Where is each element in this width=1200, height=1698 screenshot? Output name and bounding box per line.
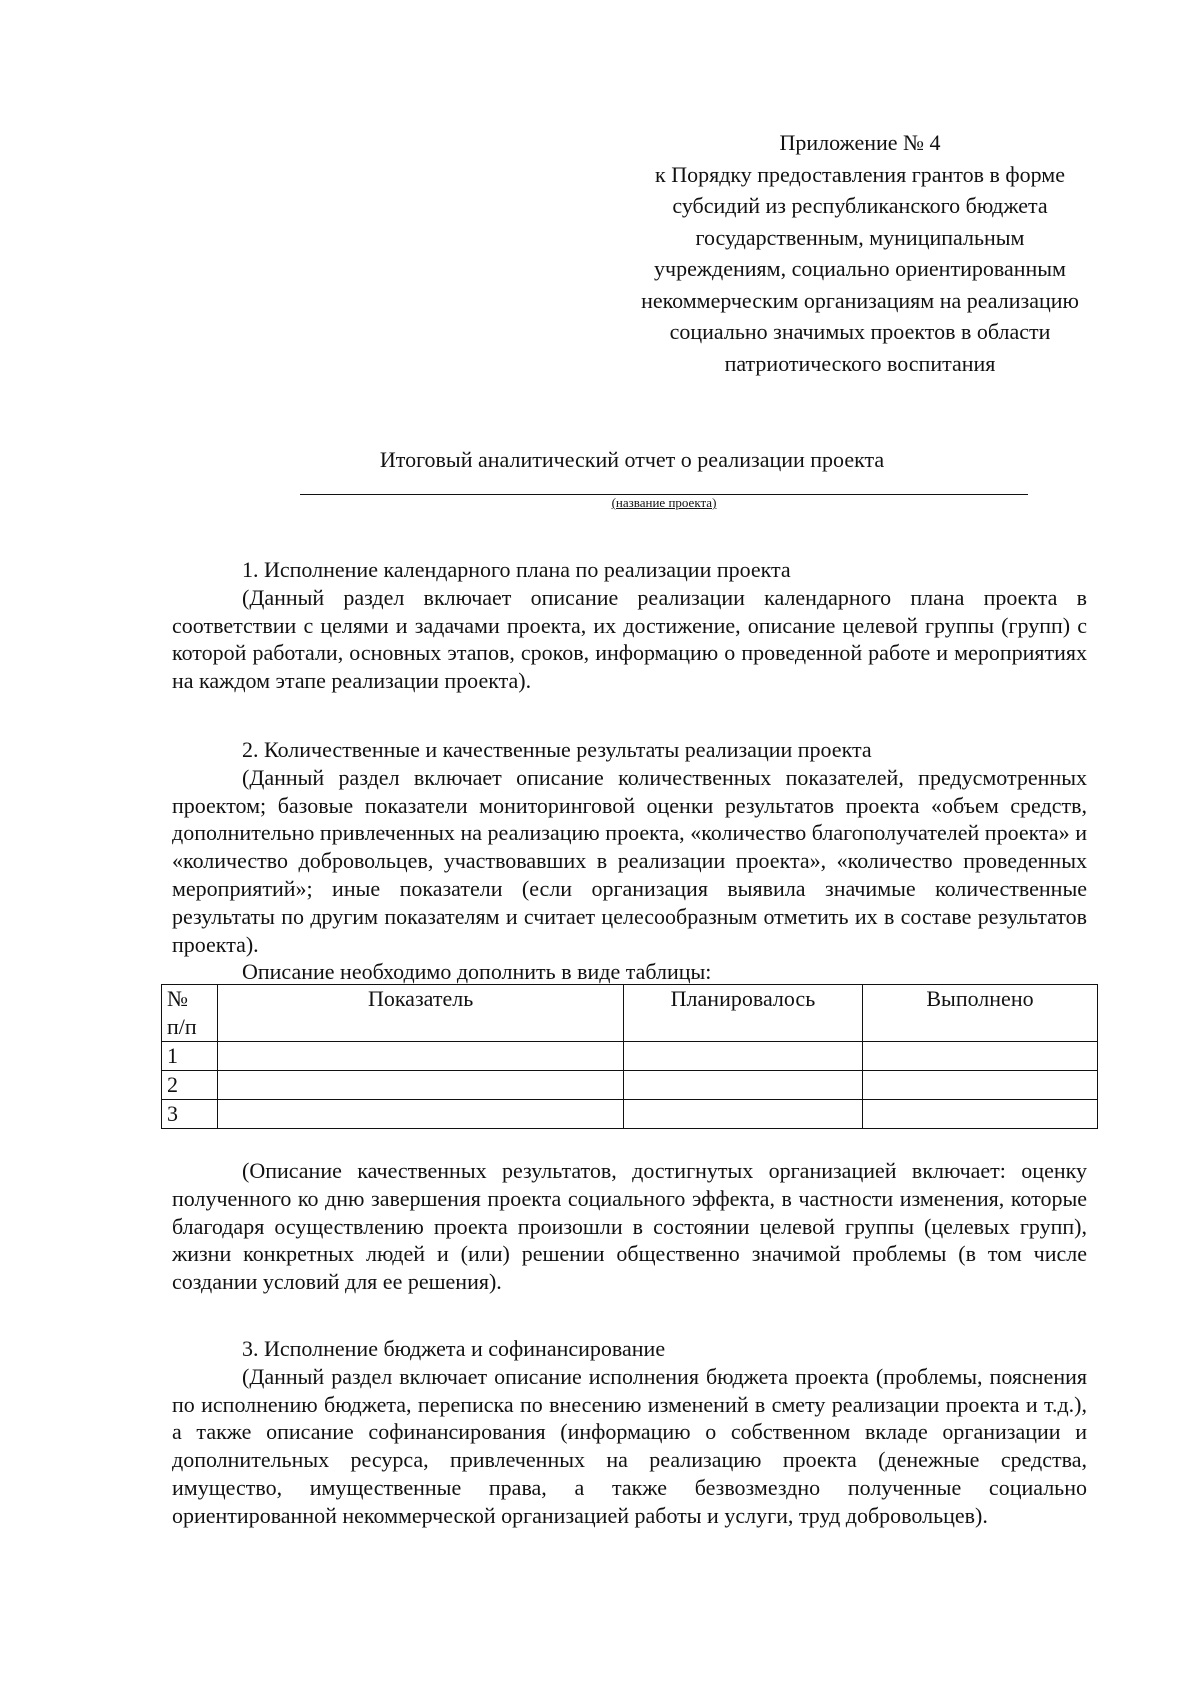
row-num: 2 xyxy=(162,1071,218,1100)
appendix-line: учреждениям, социально ориентированным xyxy=(654,256,1066,281)
row-planned[interactable] xyxy=(623,1100,862,1129)
row-num: 1 xyxy=(162,1042,218,1071)
row-planned[interactable] xyxy=(623,1071,862,1100)
appendix-line: социально значимых проектов в области xyxy=(669,319,1051,344)
header-num-line2: п/п xyxy=(167,1014,197,1039)
row-planned[interactable] xyxy=(623,1042,862,1071)
appendix-line: патриотического воспитания xyxy=(724,350,996,376)
header-num xyxy=(162,985,218,1042)
row-indicator[interactable] xyxy=(218,1071,624,1100)
appendix-line: к Порядку предоставления грантов в форме xyxy=(655,161,1065,187)
section-3-text: (Данный раздел включает описание исполнения бюджета проекта (проблемы, пояснения по исполнению бюджета, переписка по внесению изменений в смету реализации проекта и т.д.), а также описание софинансирования (информацию о собственном вкладе организации и дополнительных ресурса, привлеченных на реализацию проекта (денежные средства, имущество, имущественные права, а также безвозмездно полученные социально ориентированной некоммерческой организацией работы и услуги, труд добровольцев). xyxy=(172,1363,1087,1528)
section-1-text: (Данный раздел включает описание реализации календарного плана проекта в соответствии с целями и задачами проекта, их достижение, описание целевой группы (групп) с которой работали, основных этапов, сроков, информацию о проведенной работе и мероприятиях на каждом этапе реализации проекта). xyxy=(172,584,1087,694)
table-intro: Описание необходимо дополнить в виде таблицы: xyxy=(242,959,712,984)
section-2-text: (Данный раздел включает описание количественных показателей, предусмотренных проектом; базовые показатели мониторинговой оценки результатов проекта «объем средств, дополнительно привлеченных на реализацию проекта, «количество благополучателей проекта» и «количество добровольцев, участвовавших в реализации проекта», «количество проведенных мероприятий»; иные показатели (если организация выявила значимые количественные результаты по другим показателям и считает целесообразным отметить их в составе результатов проекта). xyxy=(172,764,1087,957)
header-done: Выполнено xyxy=(862,985,1097,1042)
row-done[interactable] xyxy=(862,1042,1097,1071)
results-table xyxy=(161,984,1098,1129)
qualitative-results-text: (Описание качественных результатов, достигнутых организацией включает: оценку полученного ко дню завершения проекта социального эффекта, в частности изменения, которые благодаря осуществлению проекта произошли в состоянии целевой группы (целевых групп), жизни конкретных людей и (или) решении общественно значимой проблемы (в том числе создании условий для ее решения). xyxy=(172,1158,1087,1295)
section-3-heading: 3. Исполнение бюджета и софинансирование xyxy=(242,1336,666,1361)
report-title: Итоговый аналитический отчет о реализации проекта xyxy=(379,447,885,472)
row-indicator[interactable] xyxy=(218,1042,624,1071)
section-3 xyxy=(172,1335,1087,1530)
project-name-caption xyxy=(300,495,1028,511)
header-indicator: Показатель xyxy=(218,985,624,1042)
section-1-heading: 1. Исполнение календарного плана по реализации проекта xyxy=(242,557,791,582)
row-indicator[interactable] xyxy=(218,1100,624,1129)
row-done[interactable] xyxy=(862,1071,1097,1100)
table-row xyxy=(162,1100,1098,1129)
row-done[interactable] xyxy=(862,1100,1097,1129)
appendix-header xyxy=(620,127,1100,379)
appendix-line: некоммерческим организациям на реализацию xyxy=(641,287,1079,313)
project-name-caption-text: (название проекта) xyxy=(611,495,717,510)
section-2-heading: 2. Количественные и качественные результаты реализации проекта xyxy=(242,737,872,762)
qualitative-results xyxy=(172,1157,1087,1296)
table-row xyxy=(162,1042,1098,1071)
appendix-line: субсидий из республиканского бюджета xyxy=(672,193,1048,218)
row-num: 3 xyxy=(162,1100,218,1129)
table-row xyxy=(162,1071,1098,1100)
appendix-line: государственным, муниципальным xyxy=(695,224,1025,250)
table-header-row xyxy=(162,985,1098,1042)
section-1 xyxy=(172,556,1087,695)
appendix-line: Приложение № 4 xyxy=(779,130,941,155)
section-2 xyxy=(172,736,1087,958)
header-num-line1: № xyxy=(167,986,188,1011)
header-planned: Планировалось xyxy=(623,985,862,1042)
